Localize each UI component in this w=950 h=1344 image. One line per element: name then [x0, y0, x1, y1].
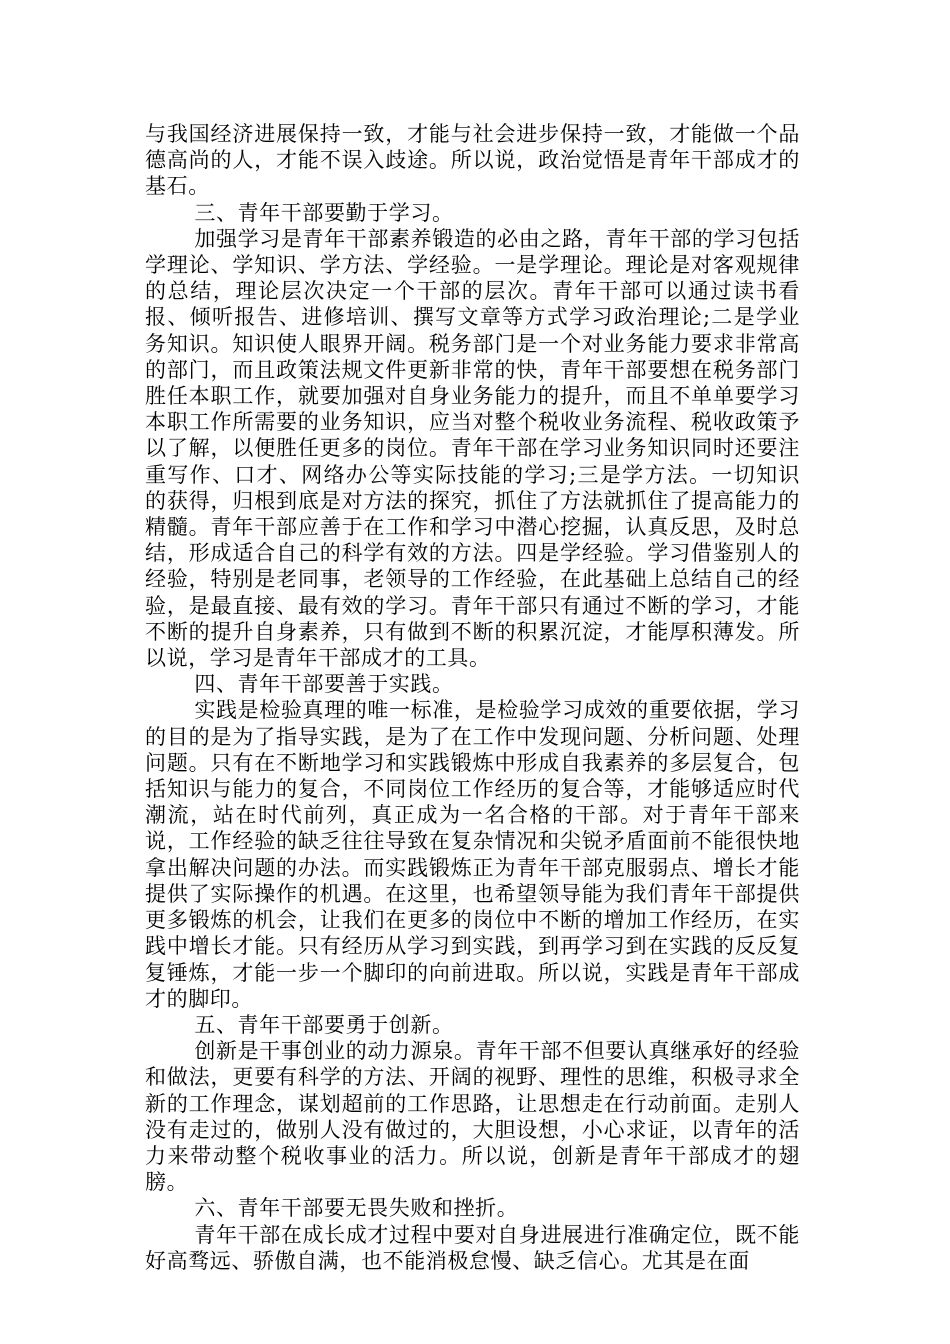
section-heading-practice: 四、青年干部要善于实践。 [194, 672, 454, 697]
section-body-failure: 青年干部在成长成才过程中要对自身进展进行准确定位，既不能好高骛远、骄傲自满，也不能消极怠慢、缺乏信心。尤其是在面 [145, 1222, 800, 1273]
document-page [145, 121, 800, 1274]
section-body-innovation: 创新是干事创业的动力源泉。青年干部不但要认真继承好的经验和做法，更要有科学的方法、开阔的视野、理性的思维，积极寻求全新的工作理念，谋划超前的工作思路，让思想走在行动前面。走别人没有走过的，做别人没有做过的，大胆设想，小心求证，以青年的活力来带动整个税收事业的活力。所以说，创新是青年干部成才的翅膀。 [145, 1039, 800, 1195]
section-heading-innovation: 五、青年干部要勇于创新。 [194, 1012, 454, 1037]
section-heading-failure: 六、青年干部要无畏失败和挫折。 [194, 1196, 519, 1221]
section-body-practice: 实践是检验真理的唯一标准，是检验学习成效的重要依据，学习的目的是为了指导实践，是为了在工作中发现问题、分析问题、处理问题。只有在不断地学习和实践锻炼中形成自我素养的多层复合，包括知识与能力的复合，不同岗位工作经历的复合等，才能够适应时代潮流，站在时代前列，真正成为一名合格的干部。对于青年干部来说，工作经验的缺乏往往导致在复杂情况和尖锐矛盾面前不能很快地拿出解决问题的办法。而实践锻炼正为青年干部克服弱点、增长才能提供了实际操作的机遇。在这里，也希望领导能为我们青年干部提供更多锻炼的机会，让我们在更多的岗位中不断的增加工作经历，在实践中增长才能。只有经历从学习到实践，到再学习到在实践的反反复复锤炼，才能一步一个脚印的向前进取。所以说，实践是青年干部成才的脚印。 [145, 698, 800, 1011]
continued-paragraph: 与我国经济进展保持一致，才能与社会进步保持一致，才能做一个品德高尚的人，才能不误入歧途。所以说，政治觉悟是青年干部成才的基石。 [145, 122, 800, 199]
section-body-study: 加强学习是青年干部素养锻造的必由之路，青年干部的学习包括学理论、学知识、学方法、学经验。一是学理论。理论是对客观规律的总结，理论层次决定一个干部的层次。青年干部可以通过读书看报、倾听报告、进修培训、撰写文章等方式学习政治理论;二是学业务知识。知识使人眼界开阔。税务部门是一个对业务能力要求非常高的部门，而且政策法规文件更新非常的快，青年干部要想在税务部门胜任本职工作，就要加强对自身业务能力的提升，而且不单单要学习本职工作所需要的业务知识，应当对整个税收业务流程、税收政策予以了解，以便胜任更多的岗位。青年干部在学习业务知识同时还要注重写作、口才、网络办公等实际技能的学习;三是学方法。一切知识的获得，归根到底是对方法的探究，抓住了方法就抓住了提高能力的精髓。青年干部应善于在工作和学习中潜心挖掘，认真反思，及时总结，形成适合自己的科学有效的方法。四是学经验。学习借鉴别人的经验，特别是老同事，老领导的工作经验，在此基础上总结自己的经验，是最直接、最有效的学习。青年干部只有通过不断的学习，才能不断的提升自身素养，只有做到不断的积累沉淀，才能厚积薄发。所以说，学习是青年干部成才的工具。 [145, 226, 800, 671]
section-heading-study: 三、青年干部要勤于学习。 [194, 200, 454, 225]
